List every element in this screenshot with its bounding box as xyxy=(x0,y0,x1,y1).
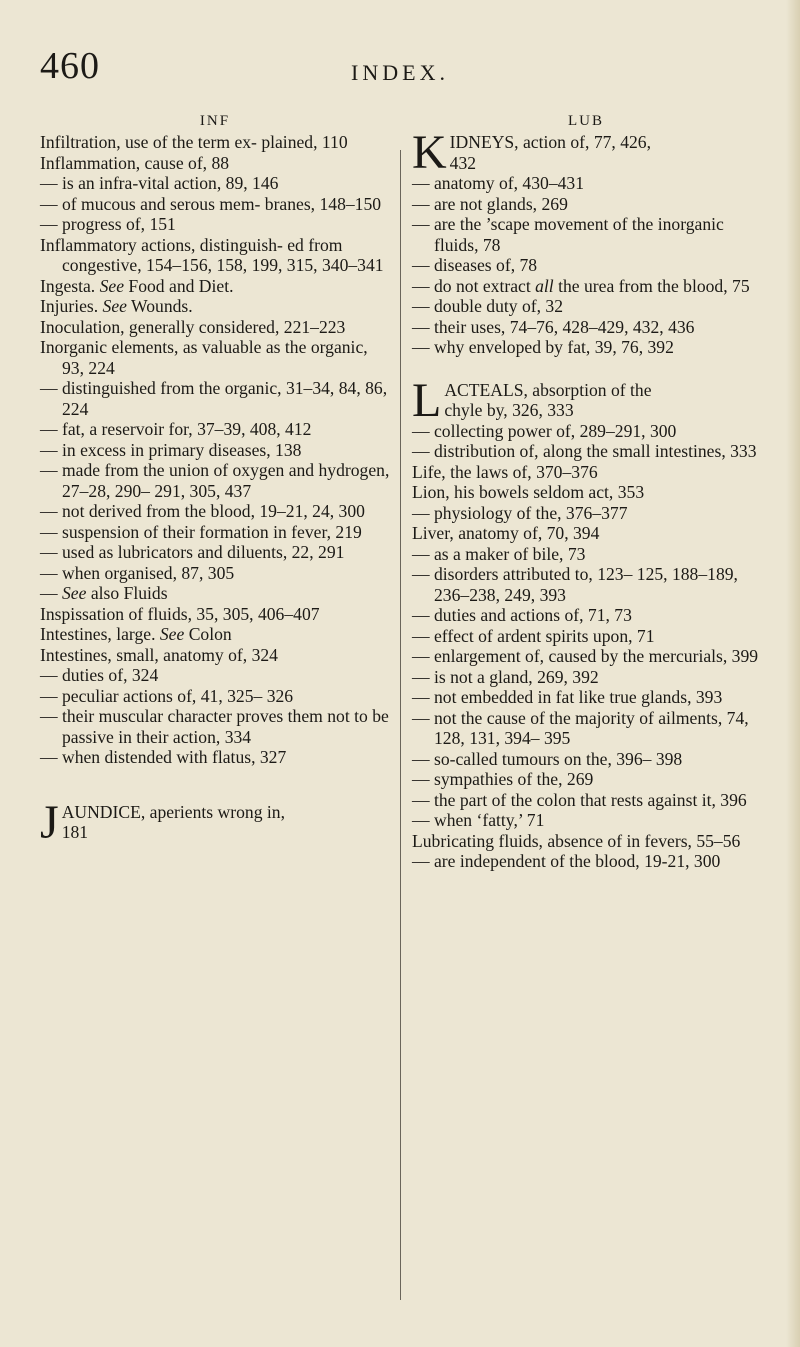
guide-word-right: LUB xyxy=(568,113,604,129)
entry-heading: Ingesta. xyxy=(40,275,100,296)
entry-text: AUNDICE, aperients wrong in, xyxy=(61,801,285,822)
index-subentry: — collecting power of, 289–291, 300 xyxy=(412,420,677,441)
index-subentry: — not the cause of the majority of ailments, 74, 128, 131, 394– 395 xyxy=(412,707,749,748)
index-subentry: — peculiar actions of, 41, 325– 326 xyxy=(40,685,294,706)
index-entry: Inorganic elements, as valuable as the organic, 93, 224 xyxy=(40,337,368,378)
index-subentry xyxy=(40,624,390,645)
see-reference: See xyxy=(62,583,87,603)
index-subentry: — as a maker of bile, 73 xyxy=(412,543,586,564)
entry-text: ACTEALS, absorption of the xyxy=(444,379,652,400)
index-subentry: — suspension of their formation in fever, 219 xyxy=(40,521,362,542)
index-subentry xyxy=(40,296,390,317)
index-subentry: — of mucous and serous mem- branes, 148–150 xyxy=(40,193,382,214)
index-subentry xyxy=(40,276,390,297)
see-target: also Fluids xyxy=(86,583,168,603)
index-subentry: — not derived from the blood, 19–21, 24, 300 xyxy=(40,501,365,521)
index-subentry: — in excess in primary diseases, 138 xyxy=(40,439,302,460)
see-target: Colon xyxy=(184,624,232,644)
index-entry: Intestines, small, anatomy of, 324 xyxy=(40,644,278,665)
running-head: INDEX. xyxy=(351,60,449,85)
entry-continuation: 181 xyxy=(61,822,89,842)
index-column-left xyxy=(40,112,390,849)
kidney-entries xyxy=(412,173,760,358)
see-target: Wounds. xyxy=(126,296,193,316)
index-subentry: — why enveloped by fat, 39, 76, 392 xyxy=(412,337,674,357)
index-entry: Inflammatory actions, distinguish- ed from congestive, 154–156, 158, 199, 315, 340–341 xyxy=(40,234,384,275)
left-entries xyxy=(40,132,390,768)
index-subentry: — fat, a reservoir for, 37–39, 408, 412 xyxy=(40,419,312,439)
index-subentry: — diseases of, 78 xyxy=(412,255,538,275)
index-subentry: — enlargement of, caused by the mercurials, 399 xyxy=(412,646,759,666)
index-subentry: — are not glands, 269 xyxy=(412,193,568,214)
see-reference: See xyxy=(159,624,185,644)
index-subentry xyxy=(412,276,760,297)
entry-continuation: chyle by, 326, 333 xyxy=(444,400,574,420)
drop-initial: J xyxy=(40,795,59,849)
index-subentry: — their muscular character proves them not to be passive in their action, 334 xyxy=(40,706,389,747)
entry-continuation: 432 xyxy=(449,152,477,173)
index-entry-kidneys xyxy=(412,126,760,179)
index-subentry: — when distended with flatus, 327 xyxy=(40,747,287,767)
index-subentry: — are independent of the blood, 19-21, 300 xyxy=(412,851,721,871)
index-subentry: — used as lubricators and diluents, 22, 291 xyxy=(40,542,345,562)
index-subentry: — when ‘fatty,’ 71 xyxy=(412,810,545,830)
index-entry: Lion, his bowels seldom act, 353 xyxy=(412,482,645,502)
index-subentry: — physiology of the, 376–377 xyxy=(412,502,628,523)
index-subentry: — duties of, 324 xyxy=(40,665,159,685)
index-subentry: — when organised, 87, 305 xyxy=(40,562,235,583)
index-subentry: — the part of the colon that rests against it, 396 xyxy=(412,789,747,810)
index-subentry: — not embedded in fat like true glands, 393 xyxy=(412,687,723,707)
page-edge-shadow xyxy=(786,0,800,1347)
emphasis: all xyxy=(535,275,554,296)
index-entry: Inoculation, generally considered, 221–223 xyxy=(40,316,346,337)
index-subentry: — double duty of, 32 xyxy=(412,296,563,316)
index-subentry: — so-called tumours on the, 396– 398 xyxy=(412,748,683,769)
index-subentry: — their uses, 74–76, 428–429, 432, 436 xyxy=(412,316,695,337)
index-entry: Liver, anatomy of, 70, 394 xyxy=(412,523,600,543)
index-subentry: — are the ’scape movement of the inorganic fluids, 78 xyxy=(412,214,724,255)
see-reference: See xyxy=(99,275,125,296)
index-subentry: — anatomy of, 430–431 xyxy=(412,173,585,193)
index-subentry: — progress of, 151 xyxy=(40,214,176,234)
index-entry: Inflammation, cause of, 88 xyxy=(40,152,230,173)
drop-initial: K xyxy=(412,126,447,179)
index-subentry: — is an infra-vital action, 89, 146 xyxy=(40,173,279,193)
index-subentry: — is not a gland, 269, 392 xyxy=(412,666,599,687)
index-subentry: — effect of ardent spirits upon, 71 xyxy=(412,625,655,646)
drop-initial: L xyxy=(412,373,442,427)
index-subentry: — distribution of, along the small intestines, 333 xyxy=(412,441,757,461)
see-reference: See xyxy=(102,296,127,316)
see-target: Food and Diet. xyxy=(124,275,234,296)
index-subentry: — disorders attributed to, 123– 125, 188–189, 236–238, 249, 393 xyxy=(412,564,738,605)
entry-heading: — xyxy=(40,583,62,603)
column-divider xyxy=(400,150,401,1300)
entry-heading: Intestines, large. xyxy=(40,624,160,644)
entry-heading: Injuries. xyxy=(40,296,103,316)
index-subentry: — made from the union of oxygen and hydrogen, 27–28, 290– 291, 305, 437 xyxy=(40,460,390,501)
index-subentry: — distinguished from the organic, 31–34, 84, 86, 224 xyxy=(40,378,388,419)
index-entry: Life, the laws of, 370–376 xyxy=(412,461,598,482)
index-subentry: — sympathies of the, 269 xyxy=(412,769,594,789)
page-number: 460 xyxy=(40,45,100,87)
entry-text: — do not extract xyxy=(412,275,536,296)
index-subentry xyxy=(40,583,390,604)
index-entry: Lubricating fluids, absence of in fevers, 55–56 xyxy=(412,830,741,851)
index-entry: Inspissation of fluids, 35, 305, 406–407 xyxy=(40,603,320,624)
l-entries xyxy=(412,421,760,872)
index-entry-lacteals xyxy=(412,373,760,427)
index-entry: Infiltration, use of the term ex- plained, 110 xyxy=(40,132,348,152)
index-column-right xyxy=(412,112,760,872)
index-subentry: — duties and actions of, 71, 73 xyxy=(412,605,632,625)
guide-word-left: INF xyxy=(199,113,231,129)
entry-text: IDNEYS, action of, 77, 426, xyxy=(449,132,651,152)
index-entry-jaundice xyxy=(40,795,390,849)
entry-text: the urea from the blood, 75 xyxy=(553,275,750,296)
